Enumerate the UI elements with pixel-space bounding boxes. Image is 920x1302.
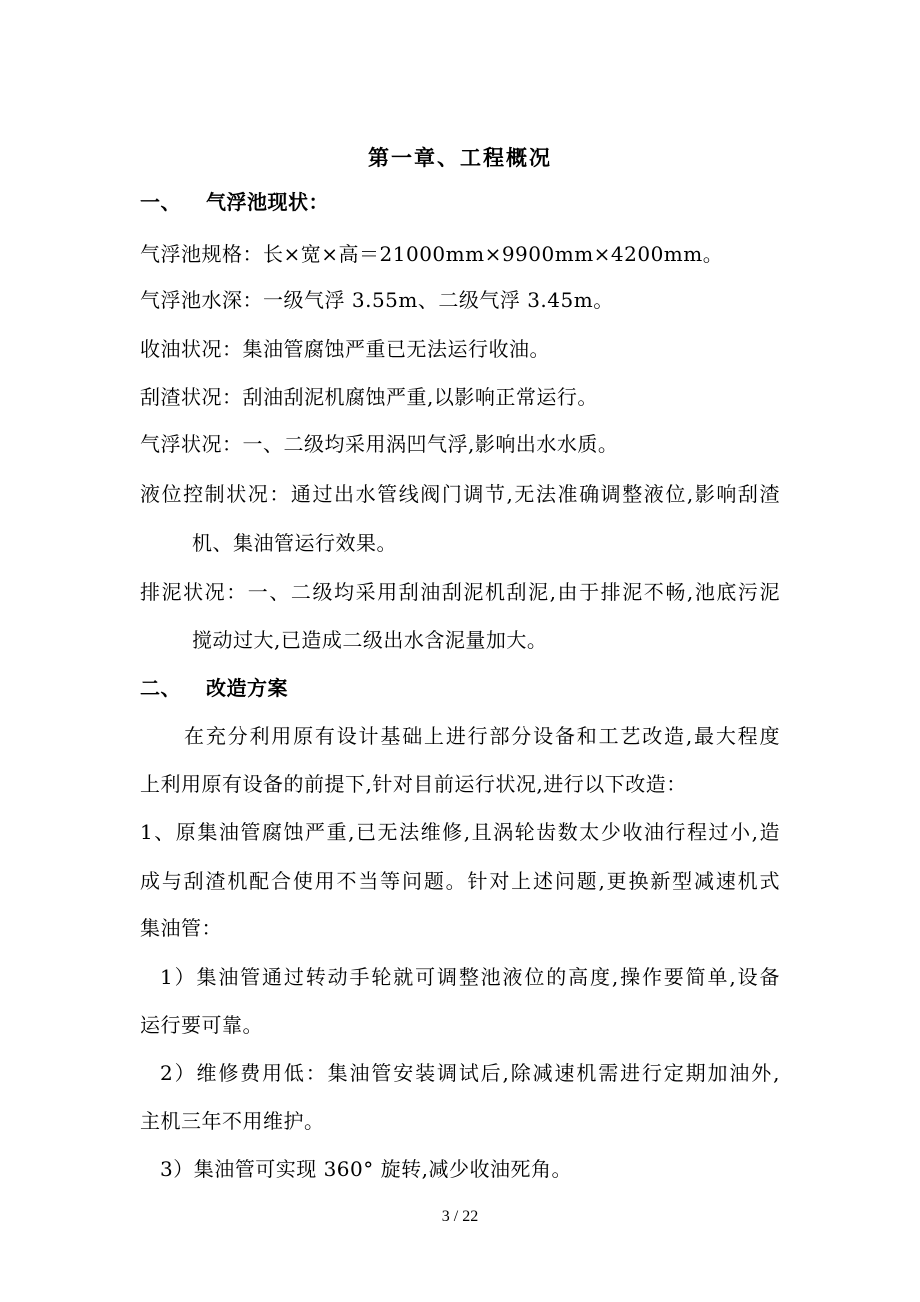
spec-line: 气浮池规格：长×宽×高＝21000mm×9900mm×4200mm。 [140, 242, 724, 266]
oil-collection-line: 收油状况：集油管腐蚀严重已无法运行收油。 [140, 337, 550, 361]
intro-paragraph-line-1: 在充分利用原有设计基础上进行部分设备和工艺改造,最大程度 [184, 724, 780, 748]
intro-paragraph-line-2: 上利用原有设备的前提下,针对目前运行状况,进行以下改造： [140, 772, 687, 796]
subitem-1-line-1: 1）集油管通过转动手轮就可调整池液位的高度,操作要简单,设备 [160, 965, 780, 989]
section-1-heading [140, 188, 329, 216]
section-2-number: 二、 [140, 676, 181, 700]
page-number: 3 / 22 [441, 1208, 479, 1225]
section-2-heading [140, 674, 288, 702]
subitem-2-line-1: 2）维修费用低：集油管安装调试后,除减速机需进行定期加油外, [160, 1061, 780, 1085]
chapter-title: 第一章、工程概况 [368, 145, 552, 170]
item-1-line-1: 1、原集油管腐蚀严重,已无法维修,且涡轮齿数太少收油行程过小,造 [140, 820, 780, 844]
level-control-line: 液位控制状况：通过出水管线阀门调节,无法准确调整液位,影响刮渣 [140, 482, 780, 506]
subitem-2-line-2: 主机三年不用维护。 [140, 1109, 325, 1133]
section-1-number: 一、 [140, 190, 181, 214]
section-1-title: 气浮池现状： [206, 190, 329, 214]
water-depth-line: 气浮池水深：一级气浮 3.55m、二级气浮 3.45m。 [140, 288, 614, 312]
subitem-3-line-1: 3）集油管可实现 360° 旋转,减少收油死角。 [160, 1157, 572, 1181]
sludge-line: 排泥状况：一、二级均采用刮油刮泥机刮泥,由于排泥不畅,池底污泥 [140, 580, 780, 604]
level-control-line-cont: 机、集油管运行效果。 [192, 531, 397, 555]
item-1-line-2: 成与刮渣机配合使用不当等问题。针对上述问题,更换新型减速机式 [140, 869, 780, 893]
sludge-line-cont: 搅动过大,已造成二级出水含泥量加大。 [192, 628, 548, 652]
flotation-line: 气浮状况：一、二级均采用涡凹气浮,影响出水水质。 [140, 432, 619, 456]
subitem-1-line-2: 运行要可靠。 [140, 1013, 263, 1037]
item-1-line-3: 集油管： [140, 916, 222, 940]
scraping-line: 刮渣状况：刮油刮泥机腐蚀严重,以影响正常运行。 [140, 385, 598, 409]
section-2-title: 改造方案 [206, 676, 288, 700]
